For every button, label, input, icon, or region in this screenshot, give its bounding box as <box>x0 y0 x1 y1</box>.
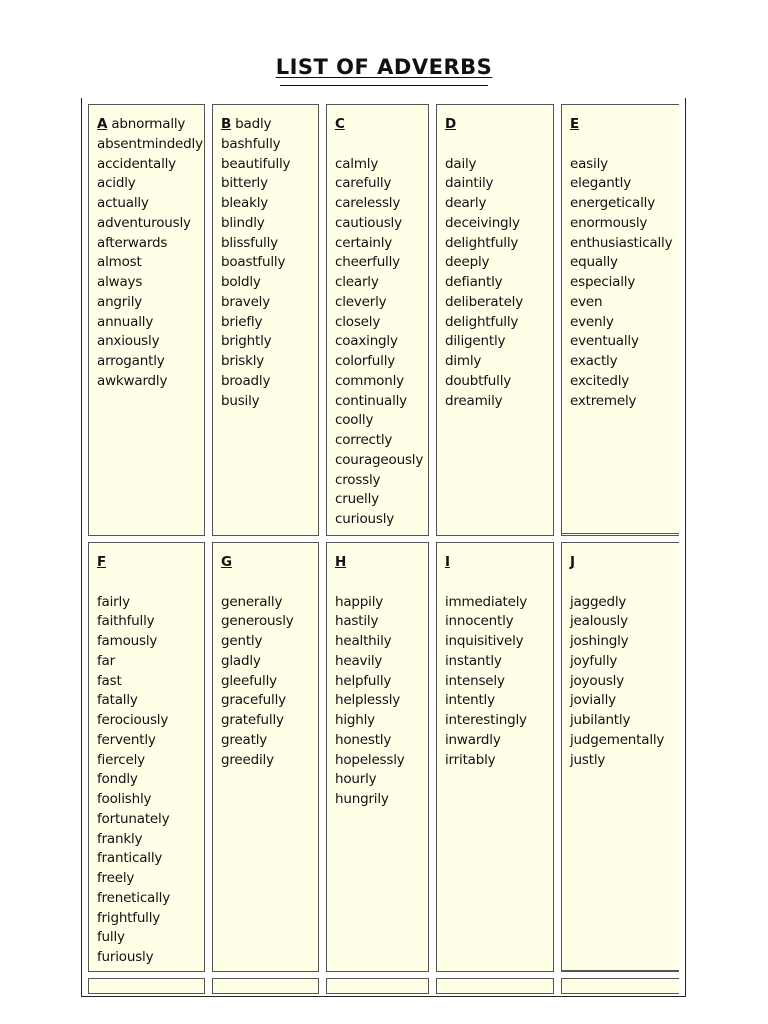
word-list <box>570 553 677 770</box>
adverb: equally <box>570 254 618 271</box>
word-list <box>221 115 316 411</box>
word-list <box>445 553 551 770</box>
empty-cell <box>326 978 429 994</box>
blank-line <box>445 573 551 593</box>
adverb: hungrily <box>335 791 389 807</box>
adverb: fatally <box>97 692 138 709</box>
letter-heading <box>335 115 426 135</box>
adverb: badly <box>231 116 272 132</box>
blank-line <box>335 135 426 155</box>
column-f <box>88 542 205 972</box>
adverb: enthusiastically <box>570 234 673 251</box>
adverb: angrily <box>97 293 143 310</box>
adverb: ferociously <box>97 712 169 728</box>
adverb: even <box>570 293 603 310</box>
adverb: joyously <box>570 672 624 689</box>
adverb: courageously <box>335 451 424 468</box>
adverb: happily <box>335 593 384 610</box>
adverb: evenly <box>570 313 614 330</box>
adverb: frenetically <box>97 889 171 906</box>
blank-line <box>570 135 677 155</box>
adverb: enormously <box>570 214 648 231</box>
adverb: curiously <box>335 511 395 527</box>
adverb: gleefully <box>221 672 277 689</box>
adverb: calmly <box>335 155 379 172</box>
adverb: deliberately <box>445 293 524 310</box>
adverb: inwardly <box>445 731 501 748</box>
empty-cell <box>436 978 554 994</box>
adverb: hopelessly <box>335 751 405 768</box>
letter-heading <box>335 553 426 573</box>
adverb: absentmindedly <box>97 135 203 152</box>
letter-label: A <box>97 116 108 132</box>
adverb: deceivingly <box>445 214 520 231</box>
adverb: helplessly <box>335 692 401 709</box>
adverb: highly <box>335 712 375 728</box>
adverb: innocently <box>445 613 514 630</box>
adverb: fortunately <box>97 810 170 827</box>
adverb: energetically <box>570 195 655 211</box>
page-title: LIST OF ADVERBS <box>0 52 768 82</box>
adverb: acidly <box>97 175 136 192</box>
adverb: clearly <box>335 274 379 290</box>
adverb: fully <box>97 929 125 946</box>
adverb: gently <box>221 633 263 649</box>
letter-label: I <box>445 554 450 570</box>
adverb: blissfully <box>221 234 278 251</box>
adverb: justly <box>570 751 606 768</box>
column-c <box>326 104 429 536</box>
adverb: accidentally <box>97 155 176 172</box>
adverb: afterwards <box>97 234 168 251</box>
adverb: fervently <box>97 731 156 748</box>
adverb: coolly <box>335 412 374 429</box>
adverb: hourly <box>335 771 377 788</box>
divider-line <box>561 533 679 534</box>
adverb: jaggedly <box>570 593 627 610</box>
adverb: fondly <box>97 771 138 788</box>
adverb: delightfully <box>445 313 519 330</box>
adverb: dimly <box>445 353 482 369</box>
adverb: coaxingly <box>335 333 398 350</box>
adverb: gratefully <box>221 712 284 728</box>
blank-line <box>570 573 677 593</box>
adverb: eventually <box>570 333 639 350</box>
adverb: honestly <box>335 731 392 748</box>
adverb: frightfully <box>97 909 161 926</box>
adverb: bashfully <box>221 135 281 152</box>
column-i <box>436 542 554 972</box>
adverb: greatly <box>221 731 268 748</box>
adverb: brightly <box>221 333 272 350</box>
adverb: hastily <box>335 613 379 630</box>
adverb: faithfully <box>97 613 155 630</box>
adverb: cleverly <box>335 293 387 310</box>
adverb: arrogantly <box>97 353 165 369</box>
adverb: busily <box>221 392 260 409</box>
empty-cell <box>212 978 319 994</box>
adverb: healthily <box>335 633 392 649</box>
adverb: defiantly <box>445 274 503 290</box>
column-d <box>436 104 554 536</box>
adverb: joyfully <box>570 652 618 669</box>
word-list <box>97 115 202 392</box>
adverb: boldly <box>221 274 261 290</box>
adverb: freely <box>97 870 135 886</box>
adverb: gracefully <box>221 692 286 709</box>
adverb: boastfully <box>221 254 286 271</box>
adverb: far <box>97 652 115 669</box>
adverb: abnormally <box>107 116 186 132</box>
letter-label: G <box>221 554 232 570</box>
blank-line <box>335 573 426 593</box>
adverb: extremely <box>570 392 637 409</box>
adverb: bleakly <box>221 195 269 211</box>
letter-heading <box>570 553 677 573</box>
word-list <box>97 553 202 968</box>
adverb: briefly <box>221 313 263 330</box>
adverb: crossly <box>335 471 381 488</box>
adverb: famously <box>97 633 158 649</box>
column-j <box>561 542 679 972</box>
adverb: frantically <box>97 850 163 867</box>
letter-heading <box>445 115 551 135</box>
letter-heading <box>97 115 202 135</box>
adverb: generously <box>221 613 294 630</box>
adverb: cheerfully <box>335 254 400 271</box>
adverb: briskly <box>221 353 265 369</box>
adverb: cruelly <box>335 491 379 508</box>
adverb: jealously <box>570 613 628 630</box>
adverb: instantly <box>445 652 502 669</box>
word-list <box>445 115 551 411</box>
adverb: generally <box>221 593 283 610</box>
adverb: dreamily <box>445 392 503 409</box>
divider-line <box>561 970 679 971</box>
adverb: furiously <box>97 949 154 965</box>
word-list <box>570 115 677 411</box>
adverb: doubtfully <box>445 372 512 389</box>
letter-label: D <box>445 116 457 132</box>
adverb: judgementally <box>570 731 665 748</box>
adverb: elegantly <box>570 175 631 192</box>
adverb: bitterly <box>221 175 268 192</box>
adverb: always <box>97 274 143 290</box>
adverb: immediately <box>445 593 528 610</box>
blank-line <box>445 135 551 155</box>
adverb: foolishly <box>97 791 152 807</box>
adverb: fast <box>97 672 122 689</box>
adverb: frankly <box>97 830 143 847</box>
letter-heading <box>445 553 551 573</box>
letter-heading <box>570 115 677 135</box>
adverb: closely <box>335 313 381 330</box>
adverb: awkwardly <box>97 372 168 389</box>
adverb: anxiously <box>97 333 160 350</box>
column-g <box>212 542 319 972</box>
adverb: greedily <box>221 751 274 768</box>
adverb: beautifully <box>221 155 291 172</box>
adverb: actually <box>97 195 149 211</box>
adverb: almost <box>97 254 142 271</box>
word-list <box>335 553 426 810</box>
adverb: interestingly <box>445 712 527 728</box>
adverb: exactly <box>570 353 618 369</box>
adverb: daintily <box>445 175 494 192</box>
adverb: jubilantly <box>570 712 631 728</box>
adverb: jovially <box>570 692 616 709</box>
letter-heading <box>97 553 202 573</box>
adverb: irritably <box>445 751 496 768</box>
letter-label: J <box>570 554 575 570</box>
letter-heading <box>221 115 316 135</box>
adverb: delightfully <box>445 234 519 251</box>
adverb: correctly <box>335 432 393 448</box>
letter-heading <box>221 553 316 573</box>
adverb: colorfully <box>335 353 396 369</box>
adverb: continually <box>335 392 407 409</box>
empty-cell <box>561 978 679 994</box>
adverb: helpfully <box>335 672 392 689</box>
adverb: inquisitively <box>445 633 524 649</box>
adverb: broadly <box>221 372 271 389</box>
column-b <box>212 104 319 536</box>
adverb: bravely <box>221 293 271 310</box>
letter-label: B <box>221 116 232 132</box>
column-h <box>326 542 429 972</box>
empty-cell <box>88 978 205 994</box>
adverb: easily <box>570 155 608 172</box>
letter-label: H <box>335 554 347 570</box>
adverb: fairly <box>97 593 130 610</box>
adverb: dearly <box>445 195 487 211</box>
adverb: gladly <box>221 652 261 669</box>
adverb: annually <box>97 313 154 330</box>
blank-line <box>221 573 316 593</box>
column-e <box>561 104 679 536</box>
adverb: especially <box>570 274 636 290</box>
adverb: commonly <box>335 372 404 389</box>
letter-label: E <box>570 116 580 132</box>
column-a <box>88 104 205 536</box>
adverb: certainly <box>335 234 393 251</box>
adverb: adventurously <box>97 214 191 231</box>
word-list <box>221 553 316 770</box>
adverb: deeply <box>445 254 490 271</box>
adverb: carelessly <box>335 195 401 211</box>
adverb: fiercely <box>97 751 145 768</box>
word-list <box>335 115 426 530</box>
adverb: excitedly <box>570 372 630 389</box>
letter-label: C <box>335 116 345 132</box>
adverb: carefully <box>335 175 392 192</box>
adverb: intently <box>445 692 495 709</box>
adverb: blindly <box>221 214 265 231</box>
blank-line <box>97 573 202 593</box>
adverb: daily <box>445 155 477 172</box>
adverb: diligently <box>445 333 506 350</box>
letter-label: F <box>97 554 107 570</box>
adverb: heavily <box>335 652 383 669</box>
adverb: joshingly <box>570 633 629 649</box>
adverb: cautiously <box>335 214 402 231</box>
adverb: intensely <box>445 672 505 689</box>
